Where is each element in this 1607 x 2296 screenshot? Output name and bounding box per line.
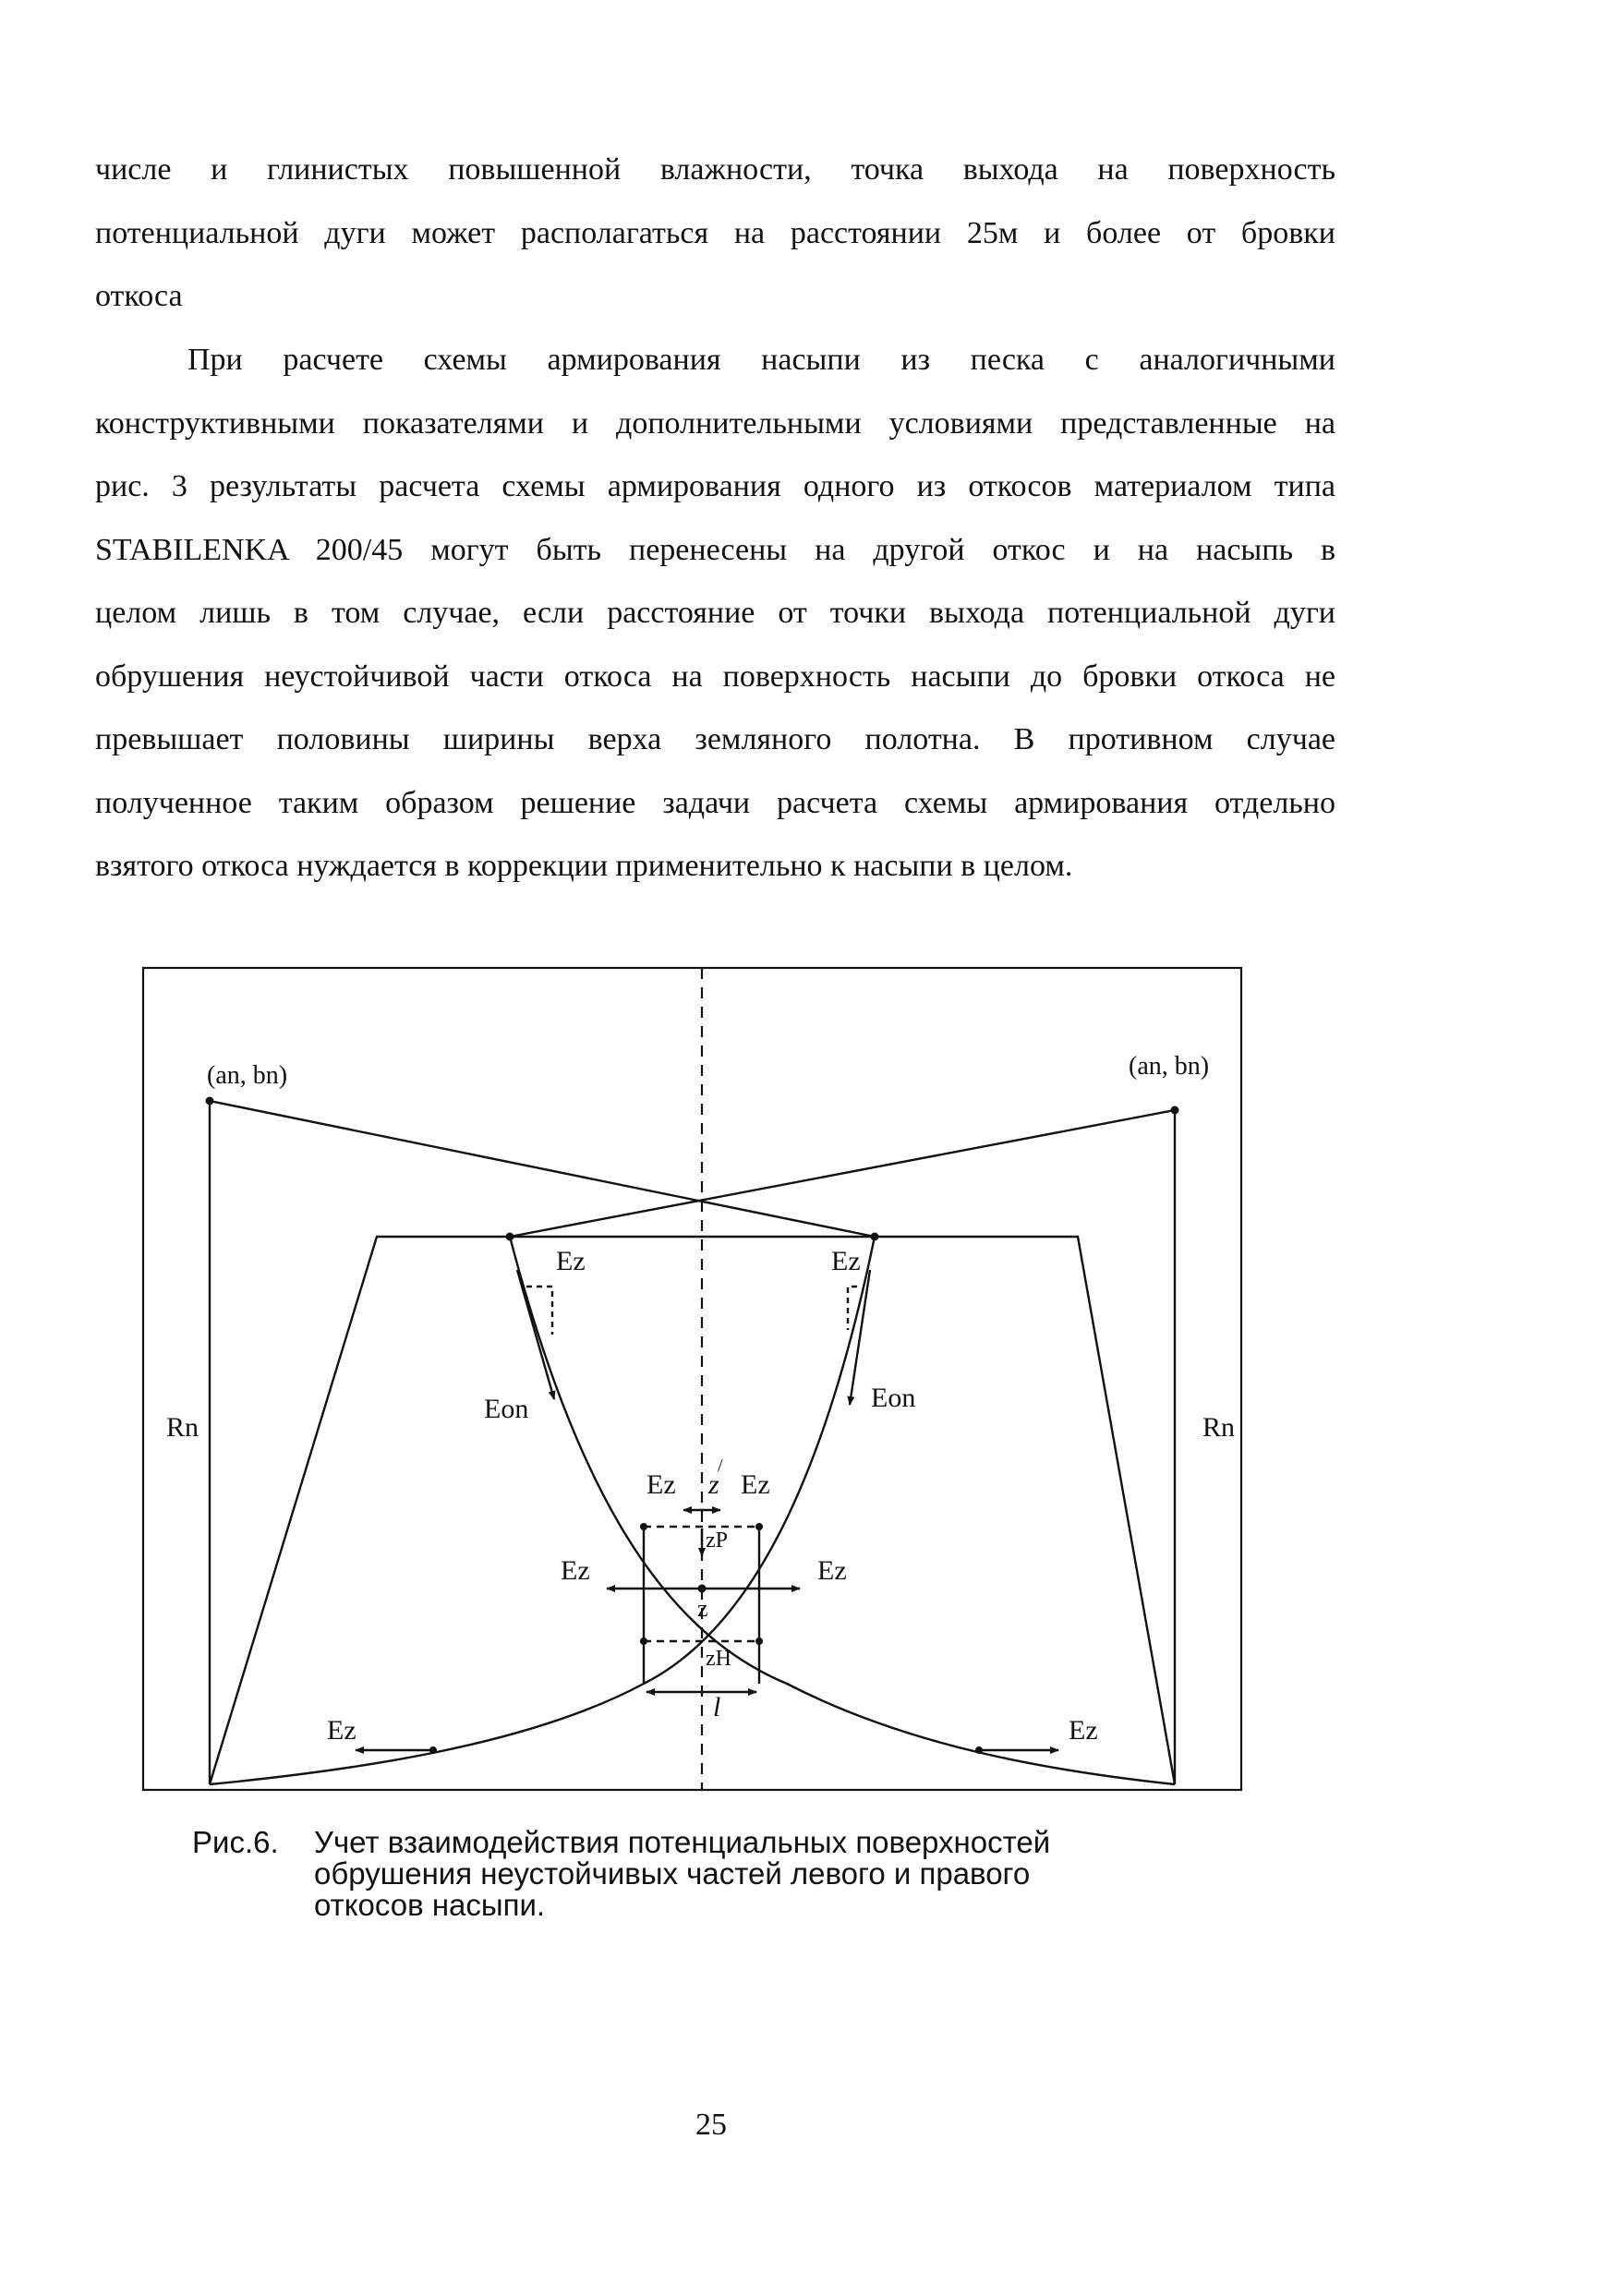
text-line: полученное таким образом решение задачи расчета схемы армирования отдельно xyxy=(95,785,1335,820)
label-prime-mark: / xyxy=(718,1456,723,1476)
label-z: z xyxy=(697,1595,708,1622)
line-left-center-to-crest xyxy=(210,1101,875,1237)
caption-line: Учет взаимодействия потенциальных поверхностей xyxy=(314,1825,1051,1859)
eon-arrow-left xyxy=(517,1270,554,1399)
point-arc-bottom-left xyxy=(429,1746,437,1754)
label-eon-right: Eon xyxy=(871,1383,916,1413)
point-right-crest xyxy=(871,1233,879,1241)
label-left-radius: Rn xyxy=(166,1412,199,1443)
label-ez-center-left: Ez xyxy=(561,1555,590,1586)
point-box-top-left xyxy=(640,1523,647,1530)
slip-arc-right xyxy=(210,1237,875,1784)
label-left-point: (an, bn) xyxy=(207,1061,288,1090)
label-l: l xyxy=(713,1692,721,1722)
slip-arc-left xyxy=(510,1237,1175,1784)
point-intersection xyxy=(698,1585,707,1593)
paragraph-2 xyxy=(95,329,1335,899)
label-right-point: (an, bn) xyxy=(1129,1052,1210,1081)
text-line: STABILENKA 200/45 могут быть перенесены на другой откос и на насыпь в xyxy=(95,532,1335,567)
text-line: обрушения неустойчивой части откоса на поверхность насыпи до бровки откоса не xyxy=(95,659,1335,694)
text-line: При расчете схемы армирования насыпи из песка с аналогичными xyxy=(187,343,1335,377)
label-ez-top-left: Ez xyxy=(556,1246,586,1276)
label-ez-bottom-right: Ez xyxy=(1069,1715,1098,1746)
caption-line: обрушения неустойчивых частей левого и правого xyxy=(314,1856,1031,1891)
label-ez-mid-right: Ez xyxy=(741,1469,770,1500)
page-number: 25 xyxy=(695,2108,727,2142)
point-box-bottom-right xyxy=(755,1637,763,1645)
caption-line: откосов насыпи. xyxy=(314,1888,546,1922)
label-ez-mid-left: Ez xyxy=(646,1469,676,1500)
label-right-radius: Rn xyxy=(1202,1412,1236,1443)
point-left-center xyxy=(206,1097,214,1106)
point-right-center xyxy=(1171,1106,1179,1115)
label-zp: zP xyxy=(706,1529,728,1553)
text-line: взятого откоса нуждается в коррекции применительно к насыпи в целом. xyxy=(95,849,1073,883)
point-arc-bottom-right xyxy=(975,1746,983,1754)
figure-frame xyxy=(143,968,1241,1790)
label-ez-bottom-left: Ez xyxy=(327,1715,356,1746)
point-box-top-right xyxy=(755,1523,763,1530)
label-ez-center-right: Ez xyxy=(817,1555,847,1586)
text-line: числе и глинистых повышенной влажности, точка выхода на поверхность xyxy=(95,152,1335,187)
paragraph-1 xyxy=(95,139,1335,329)
text-line: потенциальной дуги может располагаться на расстоянии 25м и более от бровки xyxy=(95,215,1335,250)
figure-caption-label: Рис.6. xyxy=(192,1825,279,1859)
figure-caption xyxy=(314,1827,1050,1921)
text-line: откоса xyxy=(95,279,183,313)
label-z-prime: z xyxy=(708,1469,719,1500)
label-ez-top-right: Ez xyxy=(831,1246,861,1276)
label-zn: zH xyxy=(706,1647,731,1671)
text-line: превышает половины ширины верха земляного полотна. В противном случае xyxy=(95,722,1335,756)
point-left-crest xyxy=(506,1233,514,1241)
embankment-diagram xyxy=(140,965,1249,1796)
text-line: целом лишь в том случае, если расстояние от точки выхода потенциальной дуги xyxy=(95,596,1335,630)
label-eon-left: Eon xyxy=(484,1394,529,1424)
text-line: конструктивными показателями и дополнительными условиями представленные на xyxy=(95,405,1335,441)
eon-arrow-right xyxy=(850,1270,870,1405)
line-right-center-to-crest xyxy=(510,1110,1175,1237)
text-line: рис. 3 результаты расчета схемы армирования одного из откосов материалом типа xyxy=(95,469,1335,503)
point-box-bottom-left xyxy=(640,1637,647,1645)
